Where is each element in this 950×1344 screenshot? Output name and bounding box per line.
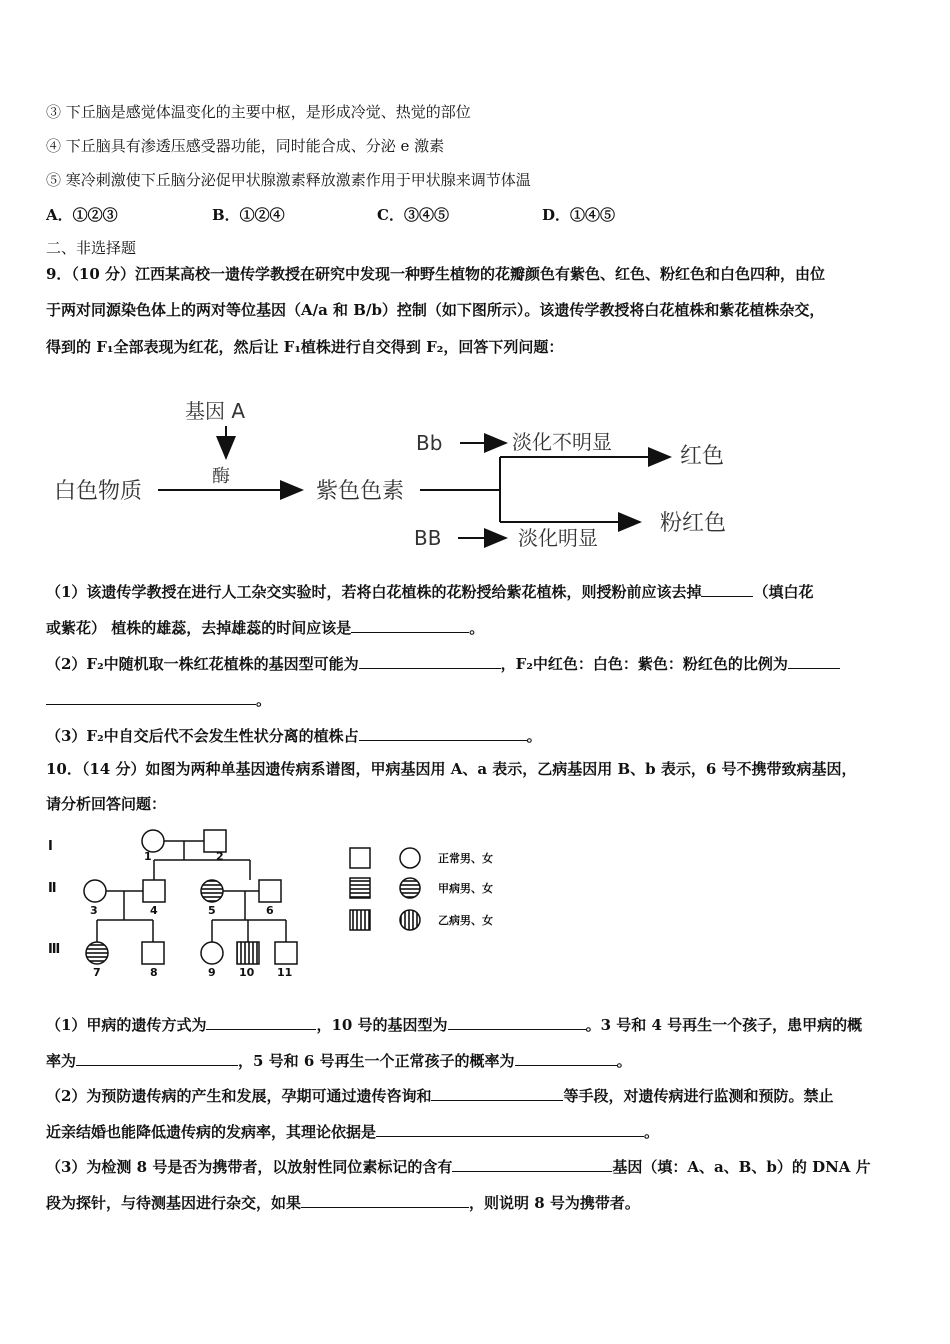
individual-11 <box>275 942 297 964</box>
svg-text:3: 3 <box>90 904 98 917</box>
generation-1-label: Ⅰ <box>48 839 53 854</box>
fade-strong-label: 淡化明显 <box>518 526 598 550</box>
individual-5 <box>201 880 223 902</box>
q10-intro-line-1: 10．（14 分）如图为两种单基因遗传病系谱图，甲病基因用 A、a 表示，乙病基因用 B、b 表示，6 号不携带致病基因， <box>46 760 857 778</box>
q9-p1-blank-1[interactable] <box>701 580 753 597</box>
statement-4: ④ 下丘脑具有渗透压感受器功能，同时能合成、分泌 e 激素 <box>46 137 445 155</box>
q10-part1-line2: 率为 ，5 号和 6 号再生一个正常孩子的概率为 。 <box>46 1049 632 1071</box>
svg-text:2: 2 <box>216 850 224 863</box>
q10-part1-line1: （1）甲病的遗传方式为 ，10 号的基因型为 。3 号和 4 号再生一个孩子，患甲病的概 <box>46 1013 862 1035</box>
q10-p3-blank-1[interactable] <box>452 1155 612 1172</box>
legend-normal-male <box>350 848 370 868</box>
svg-text:10: 10 <box>239 966 255 979</box>
q9-p3-blank[interactable] <box>359 724 527 741</box>
flower-color-pathway-diagram <box>40 390 760 560</box>
option-b[interactable]: B．①②④ <box>212 206 285 224</box>
section-title: 二、非选择题 <box>46 239 137 257</box>
purple-pigment-label: 紫色色素 <box>316 479 405 504</box>
svg-text:7: 7 <box>93 966 101 979</box>
q10-intro-line-2: 请分析回答问题： <box>46 795 167 813</box>
q10-part2-line1: （2）为预防遗传病的产生和发展，孕期可通过遗传咨询和 等手段，对遗传病进行监测和预防。禁止 <box>46 1084 833 1106</box>
svg-text:1: 1 <box>144 850 152 863</box>
q10-p1-blank-3[interactable] <box>76 1049 238 1066</box>
q9-part1-line1: （1）该遗传学教授在进行人工杂交实验时，若将白花植株的花粉授给紫花植株，则授粉前应该去掉 （填白花 <box>46 580 813 602</box>
q9-part2-line1: （2）F₂中随机取一株红花植株的基因型可能为 ，F₂中红色：白色：紫色：粉红色的比例为 <box>46 652 840 674</box>
q10-p2-blank-1[interactable] <box>431 1084 563 1101</box>
bb-lower-label: BB <box>414 526 442 550</box>
svg-text:4: 4 <box>150 904 158 917</box>
q10-p1-blank-1[interactable] <box>206 1013 316 1030</box>
q9-part3: （3）F₂中自交后代不会发生性状分离的植株占 。 <box>46 724 542 746</box>
statement-5: ⑤ 寒冷刺激使下丘脑分泌促甲状腺激素释放激素作用于甲状腺来调节体温 <box>46 171 531 189</box>
individual-1 <box>142 830 164 852</box>
option-d[interactable]: D．①④⑤ <box>542 206 616 224</box>
legend-jia-male <box>350 878 370 898</box>
bb-upper-label: Bb <box>416 431 443 455</box>
q9-intro-line-1: 9．（10 分）江西某高校一遗传学教授在研究中发现一种野生植物的花瓣颜色有紫色、红色、粉红色和白色四种，由位 <box>46 265 826 283</box>
red-label: 红色 <box>680 444 725 469</box>
option-c[interactable]: C．③④⑤ <box>377 206 449 224</box>
q10-p1-blank-2[interactable] <box>448 1013 586 1030</box>
q9-part2-line2: 。 <box>46 688 271 710</box>
individual-3 <box>84 880 106 902</box>
generation-3-label: Ⅲ <box>48 942 61 957</box>
q9-part1-line2: 或紫花） 植株的雄蕊，去掉雄蕊的时间应该是 。 <box>46 616 484 638</box>
q10-p3-blank-2[interactable] <box>301 1191 469 1208</box>
fade-weak-label: 淡化不明显 <box>512 430 612 454</box>
enzyme-label: 酶 <box>212 466 230 487</box>
legend-yi-label: 乙病男、女 <box>438 914 493 927</box>
statement-3: ③ 下丘脑是感觉体温变化的主要中枢，是形成冷觉、热觉的部位 <box>46 103 471 121</box>
white-substance-label: 白色物质 <box>54 479 143 504</box>
option-a[interactable]: A．①②③ <box>46 206 118 224</box>
q10-p2-blank-2[interactable] <box>376 1120 644 1137</box>
generation-2-label: Ⅱ <box>48 881 57 896</box>
legend-normal-label: 正常男、女 <box>438 852 493 865</box>
legend-yi-female <box>400 910 420 930</box>
individual-2 <box>204 830 226 852</box>
q10-part3-line2: 段为探针，与待测基因进行杂交，如果 ，则说明 8 号为携带者。 <box>46 1191 640 1213</box>
individual-9 <box>201 942 223 964</box>
svg-text:6: 6 <box>266 904 274 917</box>
q9-intro-line-2: 于两对同源染色体上的两对等位基因（A/a 和 B/b）控制（如下图所示）。该遗传学教授将白花植株和紫花植株杂交， <box>46 301 825 319</box>
q9-p2-blank-1[interactable] <box>359 652 501 669</box>
q10-part2-line2: 近亲结婚也能降低遗传病的发病率，其理论依据是 。 <box>46 1120 659 1142</box>
pedigree-chart <box>40 820 540 990</box>
individual-10 <box>237 942 259 964</box>
legend-jia-label: 甲病男、女 <box>438 882 493 895</box>
q9-intro-line-3: 得到的 F₁全部表现为红花，然后让 F₁植株进行自交得到 F₂，回答下列问题： <box>46 338 564 356</box>
svg-text:11: 11 <box>277 966 293 979</box>
individual-6 <box>259 880 281 902</box>
gene-a-label: 基因 A <box>185 399 246 423</box>
legend-yi-male <box>350 910 370 930</box>
individual-8 <box>142 942 164 964</box>
svg-text:5: 5 <box>208 904 216 917</box>
individual-7 <box>86 942 108 964</box>
q9-p2-blank-2b[interactable] <box>46 688 256 705</box>
q9-p1-blank-2[interactable] <box>351 616 469 633</box>
q10-p1-blank-4[interactable] <box>515 1049 617 1066</box>
q9-p2-blank-2a[interactable] <box>788 652 840 669</box>
legend-jia-female <box>400 878 420 898</box>
legend-normal-female <box>400 848 420 868</box>
q10-part3-line1: （3）为检测 8 号是否为携带者，以放射性同位素标记的含有 基因（填：A、a、B、b）的 DNA 片 <box>46 1155 871 1177</box>
individual-4 <box>143 880 165 902</box>
svg-text:8: 8 <box>150 966 158 979</box>
pink-label: 粉红色 <box>660 511 727 536</box>
svg-text:9: 9 <box>208 966 216 979</box>
